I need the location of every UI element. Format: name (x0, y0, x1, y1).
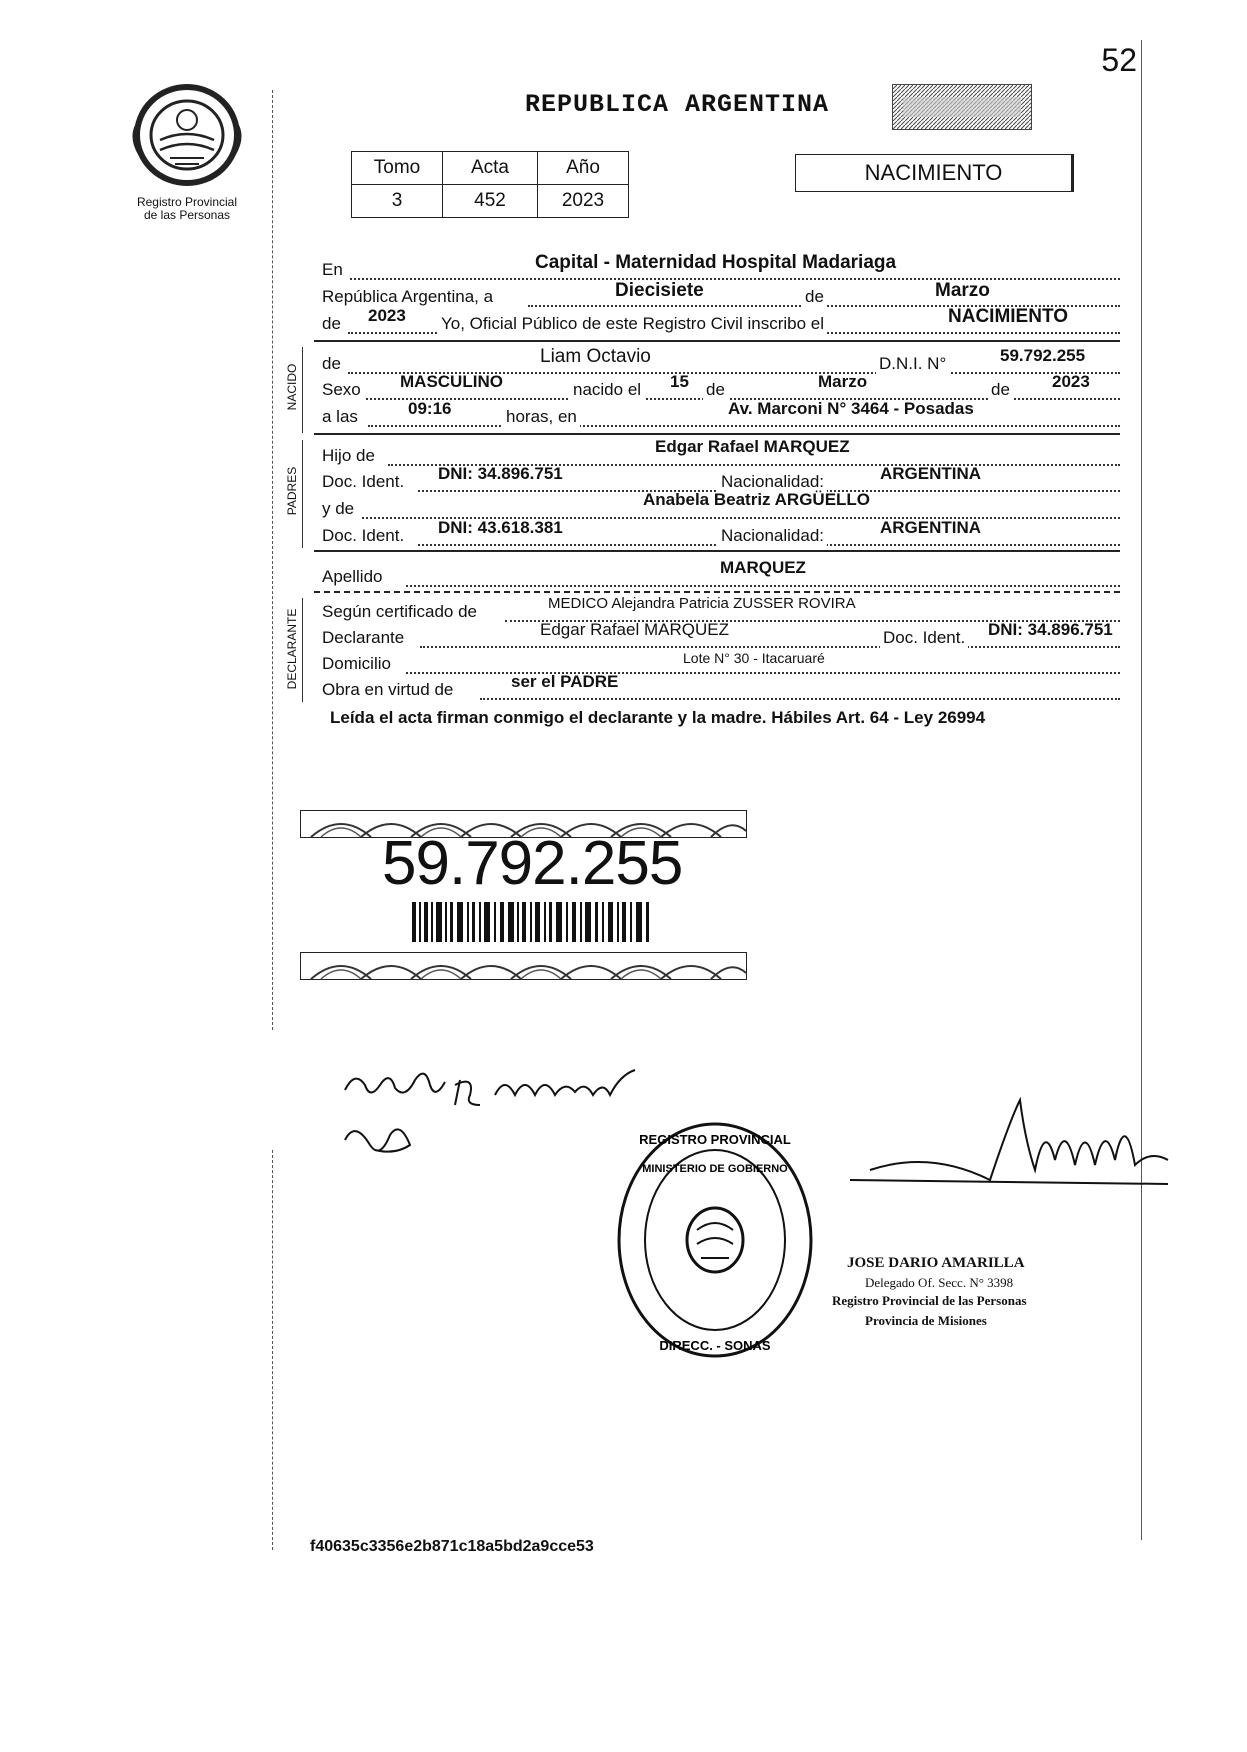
anio-header: Año (538, 152, 629, 185)
republica-label: República Argentina, a (322, 287, 494, 306)
de-month-label: de (802, 285, 827, 309)
hijo-de-label: Hijo de (322, 446, 375, 465)
y-de-label: y de (322, 499, 355, 518)
time-dots (368, 425, 1120, 427)
barcode-band-bottom (300, 952, 747, 980)
left-margin-rule-lower (272, 1150, 273, 1550)
page-number: 52 (1101, 42, 1137, 78)
father-nationality-label: Nacionalidad: (718, 470, 827, 494)
birth-year-value: 2023 (1052, 372, 1090, 391)
document-type-box: NACIMIENTO (795, 154, 1074, 192)
record-table (351, 151, 629, 218)
svg-text:REGISTRO PROVINCIAL: REGISTRO PROVINCIAL (639, 1132, 791, 1147)
sexo-label: Sexo (322, 380, 361, 399)
declarante-label: Declarante (322, 628, 405, 647)
horas-en-label: horas, en (503, 405, 580, 429)
registry-label-line1: Registro Provincial (136, 195, 238, 209)
acta-value: 452 (443, 185, 538, 218)
separator-declarante (314, 591, 1120, 593)
official-registry: Registro Provincial de las Personas (832, 1293, 1027, 1308)
registry-label-line2: de las Personas (143, 208, 231, 222)
en-value: Capital - Maternidad Hospital Madariaga (535, 252, 897, 273)
a-las-label: a las (322, 407, 358, 426)
official-role: Delegado Of. Secc. N° 3398 (865, 1275, 1014, 1290)
time-value: 09:16 (408, 399, 452, 418)
nacido-side-bar (302, 347, 303, 433)
barcode-icon (412, 902, 652, 942)
dni-value: 59.792.255 (1000, 346, 1086, 365)
mother-nationality-value: ARGENTINA (880, 518, 982, 537)
father-name-value: Edgar Rafael MARQUEZ (655, 437, 850, 456)
obra-label: Obra en virtud de (322, 680, 454, 699)
provincial-emblem-icon (120, 80, 255, 190)
declarante-doc-value: DNI: 34.896.751 (988, 620, 1113, 639)
obra-value: ser el PADRE (511, 672, 619, 691)
certificado-value: MEDICO Alejandra Patricia ZUSSER ROVIRA (548, 595, 856, 612)
padres-side-bar (302, 440, 303, 548)
apellido-dots (406, 585, 1120, 587)
svg-text:MINISTERIO DE GOBIERNO: MINISTERIO DE GOBIERNO (642, 1163, 788, 1175)
certificado-label: Según certificado de (322, 602, 477, 621)
domicilio-label: Domicilio (322, 654, 391, 673)
nacido-de-label: de (322, 354, 341, 373)
mother-doc-value: DNI: 43.618.381 (438, 518, 563, 537)
svg-text:DIRECC. - SONAS: DIRECC. - SONAS (659, 1338, 771, 1353)
declarante-doc-label: Doc. Ident. (880, 626, 968, 650)
obra-dots (480, 698, 1120, 700)
sexo-value: MASCULINO (400, 372, 503, 391)
day-value: Diecisiete (615, 280, 704, 301)
acta-header: Acta (443, 152, 538, 185)
month-value: Marzo (935, 280, 990, 301)
en-dots (350, 278, 1120, 280)
dni-label: D.N.I. N° (876, 352, 949, 376)
mother-name-value: Anabela Beatriz ARGÜELLO (643, 490, 871, 509)
en-label: En (322, 260, 343, 279)
year-value: 2023 (368, 306, 406, 325)
tomo-header: Tomo (352, 152, 443, 185)
de-year-label: de (322, 314, 341, 333)
declarante-section-label: DECLARANTE (285, 608, 299, 690)
domicilio-value: Lote N° 30 - Itacaruaré (683, 650, 825, 666)
official-text: Yo, Oficial Público de este Registro Civil inscribo el (438, 312, 827, 336)
barcode-block (300, 800, 745, 980)
declarante-value: Edgar Rafael MARQUEZ (540, 620, 729, 639)
separator-apellido (314, 550, 1120, 552)
official-signature-icon (850, 1080, 1170, 1200)
document-hash: f40635c3356e2b871c18a5bd2a9cce53 (310, 1538, 594, 1555)
official-province: Provincia de Misiones (865, 1313, 987, 1328)
tomo-value: 3 (352, 185, 443, 218)
mother-doc-label: Doc. Ident. (322, 526, 405, 545)
father-doc-label: Doc. Ident. (322, 472, 405, 491)
record-table-value-row (352, 185, 629, 218)
child-name-value: Liam Octavio (540, 346, 651, 367)
place-value: Av. Marconi N° 3464 - Posadas (728, 399, 974, 418)
birth-month-value: Marzo (818, 372, 868, 391)
serial-stamp-icon (892, 84, 1032, 130)
birth-de2-label: de (988, 378, 1013, 402)
country-title: REPUBLICA ARGENTINA (525, 90, 830, 119)
apellido-label: Apellido (322, 567, 383, 586)
birth-de-label: de (703, 378, 728, 402)
father-nationality-value: ARGENTINA (880, 464, 982, 483)
left-margin-rule (272, 90, 273, 1030)
apellido-value: MARQUEZ (720, 558, 806, 577)
nacido-el-label: nacido el (570, 378, 644, 402)
separator-padres (314, 433, 1120, 435)
official-name: JOSE DARIO AMARILLA (847, 1255, 1025, 1271)
closing-note: Leída el acta firman conmigo el declarante y la madre. Hábiles Art. 64 - Ley 26994 (330, 708, 986, 727)
birth-day-value: 15 (670, 372, 689, 391)
inscription-value: NACIMIENTO (948, 306, 1068, 327)
official-seal-icon (615, 1120, 815, 1360)
registry-label (112, 196, 262, 222)
padres-section-label: PADRES (285, 466, 299, 516)
record-table-header-row (352, 152, 629, 185)
mother-nationality-label: Nacionalidad: (718, 524, 827, 548)
declarante-side-bar (302, 598, 303, 702)
nacido-section-label: NACIDO (285, 363, 299, 411)
anio-value: 2023 (538, 185, 629, 218)
father-doc-value: DNI: 34.896.751 (438, 464, 563, 483)
declarante-dots (420, 646, 1120, 648)
barcode-number: 59.792.255 (382, 829, 683, 898)
right-margin-rule (1141, 40, 1142, 1540)
separator-nacido (314, 340, 1120, 342)
